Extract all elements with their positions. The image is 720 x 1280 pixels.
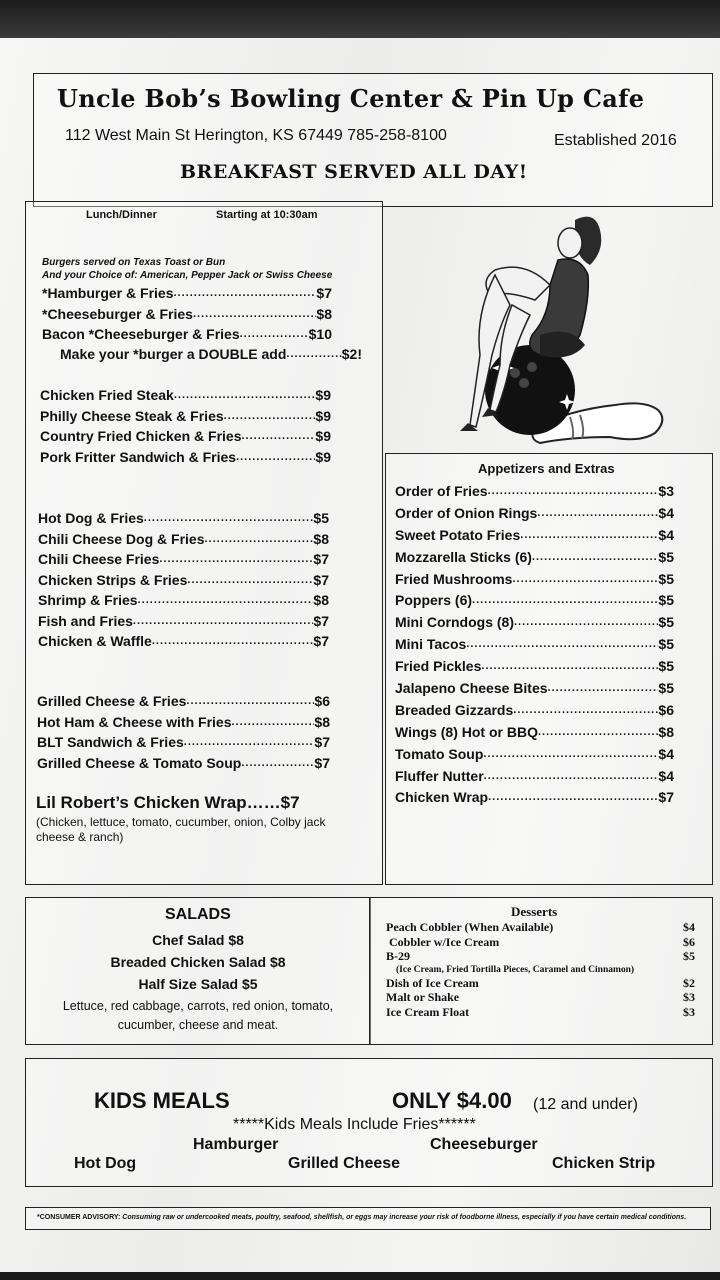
chicken-wrap-desc: (Chicken, lettuce, tomato, cucumber, onion, Colby jack cheese & ranch) — [36, 815, 326, 844]
menu-item: Fried Mushrooms ..... $5 — [395, 569, 674, 591]
double-burger-line — [60, 344, 362, 365]
menu-item: Philly Cheese Steak & Fries ..... $9 — [40, 406, 331, 427]
kids-chicken-strip: Chicken Strip — [552, 1155, 656, 1172]
menu-item: Poppers (6) ..... $5 — [395, 590, 674, 612]
menu-item: *Cheeseburger & Fries ..... $8 — [42, 304, 332, 325]
menu-item: Bacon *Cheeseburger & Fries ..... $10 — [42, 324, 332, 345]
menu-item: Hot Dog & Fries ..... $5 — [38, 508, 329, 529]
dessert-item: Dish of Ice Cream $2 — [386, 975, 695, 990]
advisory-text: Consuming raw or undercooked meats, poultry, seafood, shellfish, or eggs may increase your risk of foodborne illness, especially if you have certain medical conditions. — [120, 1214, 687, 1221]
menu-item: Mozzarella Sticks (6) ..... $5 — [395, 547, 674, 569]
menu-item: Chicken Strips & Fries ..... $7 — [38, 570, 329, 591]
dessert-list — [386, 920, 695, 1019]
dessert-item: B-29 $5 — [386, 949, 695, 963]
kids-hotdog: Hot Dog — [74, 1155, 137, 1172]
burger-note-2: And your Choice of: American, Pepper Jack or Swiss Cheese — [42, 270, 333, 281]
menu-item: Grilled Cheese & Tomato Soup ..... $7 — [37, 753, 330, 774]
dessert-item: Ice Cream Float $3 — [386, 1004, 695, 1019]
menu-item: Fluffer Nutter ..... $4 — [395, 766, 674, 788]
menu-item: Order of Onion Rings ..... $4 — [395, 503, 674, 525]
half-size-salad: Half Size Salad $5 — [138, 976, 258, 992]
pinup-bowling-illustration — [440, 205, 670, 450]
b29-description: (Ice Cream, Fried Tortilla Pieces, Caramel and Cinnamon) — [396, 964, 635, 975]
appetizers-heading: Appetizers and Extras — [478, 461, 615, 476]
kids-price: ONLY $4.00 — [392, 1088, 512, 1113]
breakfast-tagline: BREAKFAST SERVED ALL DAY! — [180, 161, 528, 183]
dessert-item: Malt or Shake $3 — [386, 990, 695, 1004]
kids-cheeseburger: Cheeseburger — [430, 1136, 538, 1153]
lunch-heading: Lunch/Dinner — [86, 209, 157, 221]
breaded-chicken-salad: Breaded Chicken Salad $8 — [110, 954, 286, 970]
appetizer-list — [395, 481, 674, 809]
fries-combo-list — [38, 508, 329, 652]
sandwich-list — [37, 691, 330, 773]
menu-item: Fish and Fries ..... $7 — [38, 611, 329, 632]
menu-item: Make your *burger a DOUBLE add ..... $2! — [60, 344, 362, 365]
menu-item: Pork Fritter Sandwich & Fries ..... $9 — [40, 447, 331, 468]
entree-list — [40, 385, 331, 467]
menu-item: Fried Pickles ..... $5 — [395, 656, 674, 678]
dessert-item: Cobbler w/Ice Cream $6 — [386, 934, 695, 949]
chicken-wrap-title: Lil Robert’s Chicken Wrap……$7 — [36, 793, 300, 812]
advisory-label: *CONSUMER ADVISORY: — [37, 1214, 121, 1221]
chef-salad: Chef Salad $8 — [152, 932, 244, 948]
menu-item: BLT Sandwich & Fries ..... $7 — [37, 732, 330, 753]
salad-ingredients: Lettuce, red cabbage, carrots, red onion, tomato, cucumber, cheese and meat. — [62, 999, 334, 1032]
menu-item: Country Fried Chicken & Fries ..... $9 — [40, 426, 331, 447]
menu-item: Sweet Potato Fries ..... $4 — [395, 525, 674, 547]
menu-item: Shrimp & Fries ..... $8 — [38, 590, 329, 611]
menu-item: Grilled Cheese & Fries ..... $6 — [37, 691, 330, 712]
salads-heading: SALADS — [165, 906, 231, 923]
menu-item: Chili Cheese Fries ..... $7 — [38, 549, 329, 570]
dessert-item: Peach Cobbler (When Available) $4 — [386, 920, 695, 934]
address-phone: 112 West Main St Herington, KS 67449 785-258-8100 — [65, 127, 447, 144]
kids-age: (12 and under) — [533, 1096, 638, 1113]
menu-item: Mini Corndogs (8) ..... $5 — [395, 612, 674, 634]
menu-item: Wings (8) Hot or BBQ ..... $8 — [395, 722, 674, 744]
menu-item: Mini Tacos ..... $5 — [395, 634, 674, 656]
desserts-heading: Desserts — [511, 904, 558, 919]
kids-meals-heading: KIDS MEALS — [94, 1088, 230, 1113]
menu-item: Breaded Gizzards ..... $6 — [395, 700, 674, 722]
menu-item: *Hamburger & Fries ..... $7 — [42, 283, 332, 304]
kids-grilled-cheese: Grilled Cheese — [288, 1155, 401, 1172]
kids-hamburger: Hamburger — [193, 1136, 279, 1153]
established-label: Established 2016 — [554, 132, 677, 149]
consumer-advisory — [37, 1214, 686, 1221]
menu-item: Chili Cheese Dog & Fries ..... $8 — [38, 529, 329, 550]
kids-fries-note: *****Kids Meals Include Fries****** — [233, 1116, 476, 1133]
top-edge — [0, 0, 720, 38]
menu-item: Chicken Wrap ..... $7 — [395, 787, 674, 809]
menu-item: Hot Ham & Cheese with Fries ..... $8 — [37, 712, 330, 733]
menu-item: Chicken & Waffle ..... $7 — [38, 631, 329, 652]
burger-list — [42, 283, 332, 345]
lunch-start-time: Starting at 10:30am — [216, 209, 318, 221]
burger-note-1: Burgers served on Texas Toast or Bun — [42, 257, 226, 268]
menu-item: Jalapeno Cheese Bites ..... $5 — [395, 678, 674, 700]
menu-item: Chicken Fried Steak ..... $9 — [40, 385, 331, 406]
bottom-edge — [0, 1272, 720, 1280]
menu-item: Order of Fries ..... $3 — [395, 481, 674, 503]
menu-item: Tomato Soup ..... $4 — [395, 744, 674, 766]
cafe-title: Uncle Bob’s Bowling Center & Pin Up Cafe — [57, 84, 645, 113]
